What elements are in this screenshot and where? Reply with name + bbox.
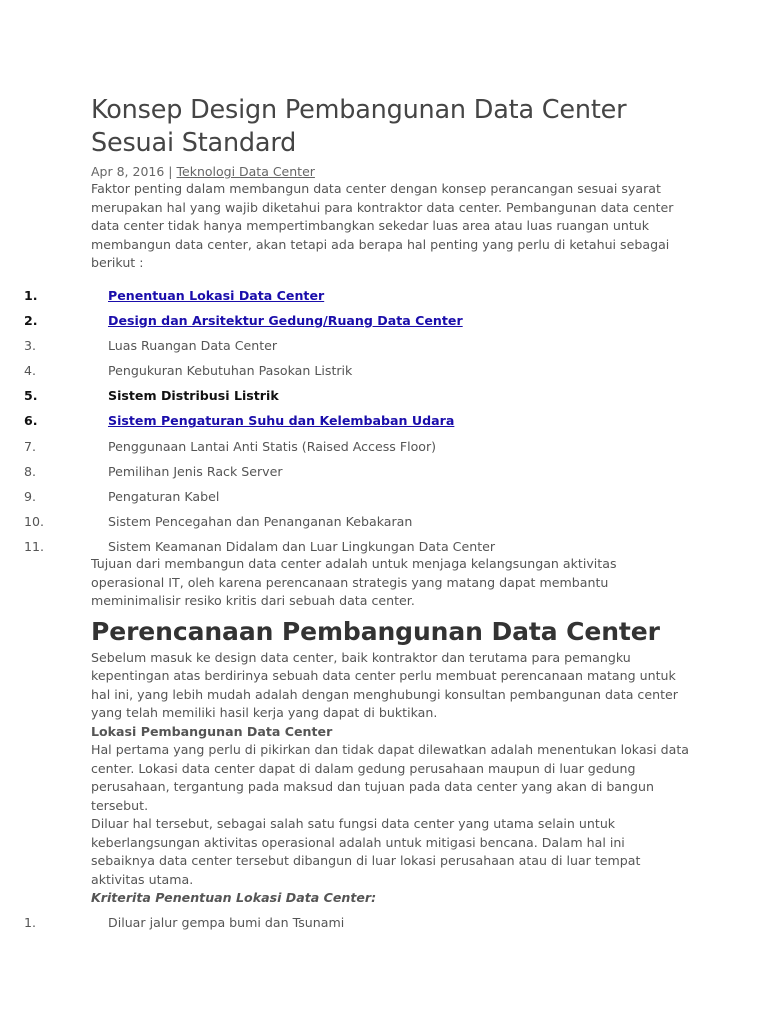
list-number: 6. [24,413,38,429]
intro-paragraph: Faktor penting dalam membangun data center dengan konsep perancangan sesuai syarat merupakan hal yang wajib diketahui para kontraktor data center. Pembangunan data center data center tidak hanya mempertimbangkan sekedar luas area atau luas ruangan untuk membangun data center, akan tetapi ada berapa hal penting yang perlu di ketahui sebagai berikut : [91,181,674,270]
list-item [24,285,724,310]
list-link[interactable]: Design dan Arsitektur Gedung/Ruang Data Center [108,312,463,328]
list-link[interactable]: Sistem Pengaturan Suhu dan Kelembaban Udara [108,413,455,429]
criteria-list [24,912,724,937]
list-number: 8. [24,463,37,479]
list-number: 5. [24,388,38,404]
list-item [24,310,724,335]
list-item [24,486,724,511]
list-item [24,536,724,555]
list-number: 2. [24,312,38,328]
list-item [24,511,724,536]
list-text: Sistem Distribusi Listrik [108,388,279,404]
location-paragraph-2: Diluar hal tersebut, sebagai salah satu fungsi data center yang utama selain untuk keberlangsungan aktivitas operasional adalah untuk mitigasi bencana. Dalam hal ini sebaiknya data center tersebut dibangun di luar lokasi perusahaan atau di luar tempat aktivitas utama. [91,816,641,887]
list-number: 4. [24,363,37,379]
list-number: 9. [24,489,37,504]
topic-list [24,285,724,556]
list-number: 10. [24,514,45,530]
list-number: 1. [24,287,38,303]
list-text: Sistem Keamanan Didalam dan Luar Lingkungan Data Center [108,539,496,555]
list-text: Pengukuran Kebutuhan Pasokan Listrik [108,363,353,379]
list-number: 1. [24,914,37,930]
article-date: Apr 8, 2016 [91,164,165,179]
list-text: Pemilihan Jenis Rack Server [108,463,283,479]
list-text: Luas Ruangan Data Center [108,337,278,353]
section-heading: Perencanaan Pembangunan Data Center [91,616,660,646]
list-text: Pengaturan Kabel [108,489,220,504]
article-body [24,94,691,937]
list-link[interactable]: Penentuan Lokasi Data Center [108,287,325,303]
list-item [24,436,724,461]
criteria-heading: Kriterita Penentuan Lokasi Data Center: [91,890,377,906]
list-number: 7. [24,438,37,454]
list-item [24,912,724,937]
list-item [24,385,724,410]
list-text: Sistem Pencegahan dan Penanganan Kebakaran [108,514,413,530]
location-paragraph-1: Hal pertama yang perlu di pikirkan dan tidak dapat dilewatkan adalah menentukan lokasi data center. Lokasi data center dapat di dalam gedung perusahaan maupun di luar gedung perusahaan, tergantung pada maksud dan tujuan pada data center yang akan di bangun tersebut. [91,742,689,813]
list-text: Diluar jalur gempa bumi dan Tsunami [108,914,345,930]
list-item [24,461,724,486]
section-intro-paragraph: Sebelum masuk ke design data center, baik kontraktor dan terutama para pemangku kepentingan atas berdirinya sebuah data center perlu membuat perencanaan matang untuk hal ini, yang lebih mudah adalah dengan menghubungi konsultan pembangunan data center yang telah memiliki hasil kerja yang dapat di buktikan. [91,649,678,721]
list-number: 3. [24,337,37,353]
purpose-paragraph: Tujuan dari membangun data center adalah untuk menjaga kelangsungan aktivitas operasional IT, oleh karena perencanaan strategis yang matang dapat membantu meminimalisir resiko kritis dari sebuah data center. [91,556,617,609]
list-item [24,360,724,385]
list-item [24,410,724,435]
list-number: 11. [24,539,45,555]
meta-separator: | [168,164,173,179]
article-meta [91,163,691,180]
category-link[interactable]: Teknologi Data Center [176,164,315,179]
location-heading: Lokasi Pembangunan Data Center [91,723,333,739]
list-text: Penggunaan Lantai Anti Statis (Raised Access Floor) [108,438,437,454]
article-title: Konsep Design Pembangunan Data Center Sesuai Standard [91,95,627,158]
list-item [24,335,724,360]
